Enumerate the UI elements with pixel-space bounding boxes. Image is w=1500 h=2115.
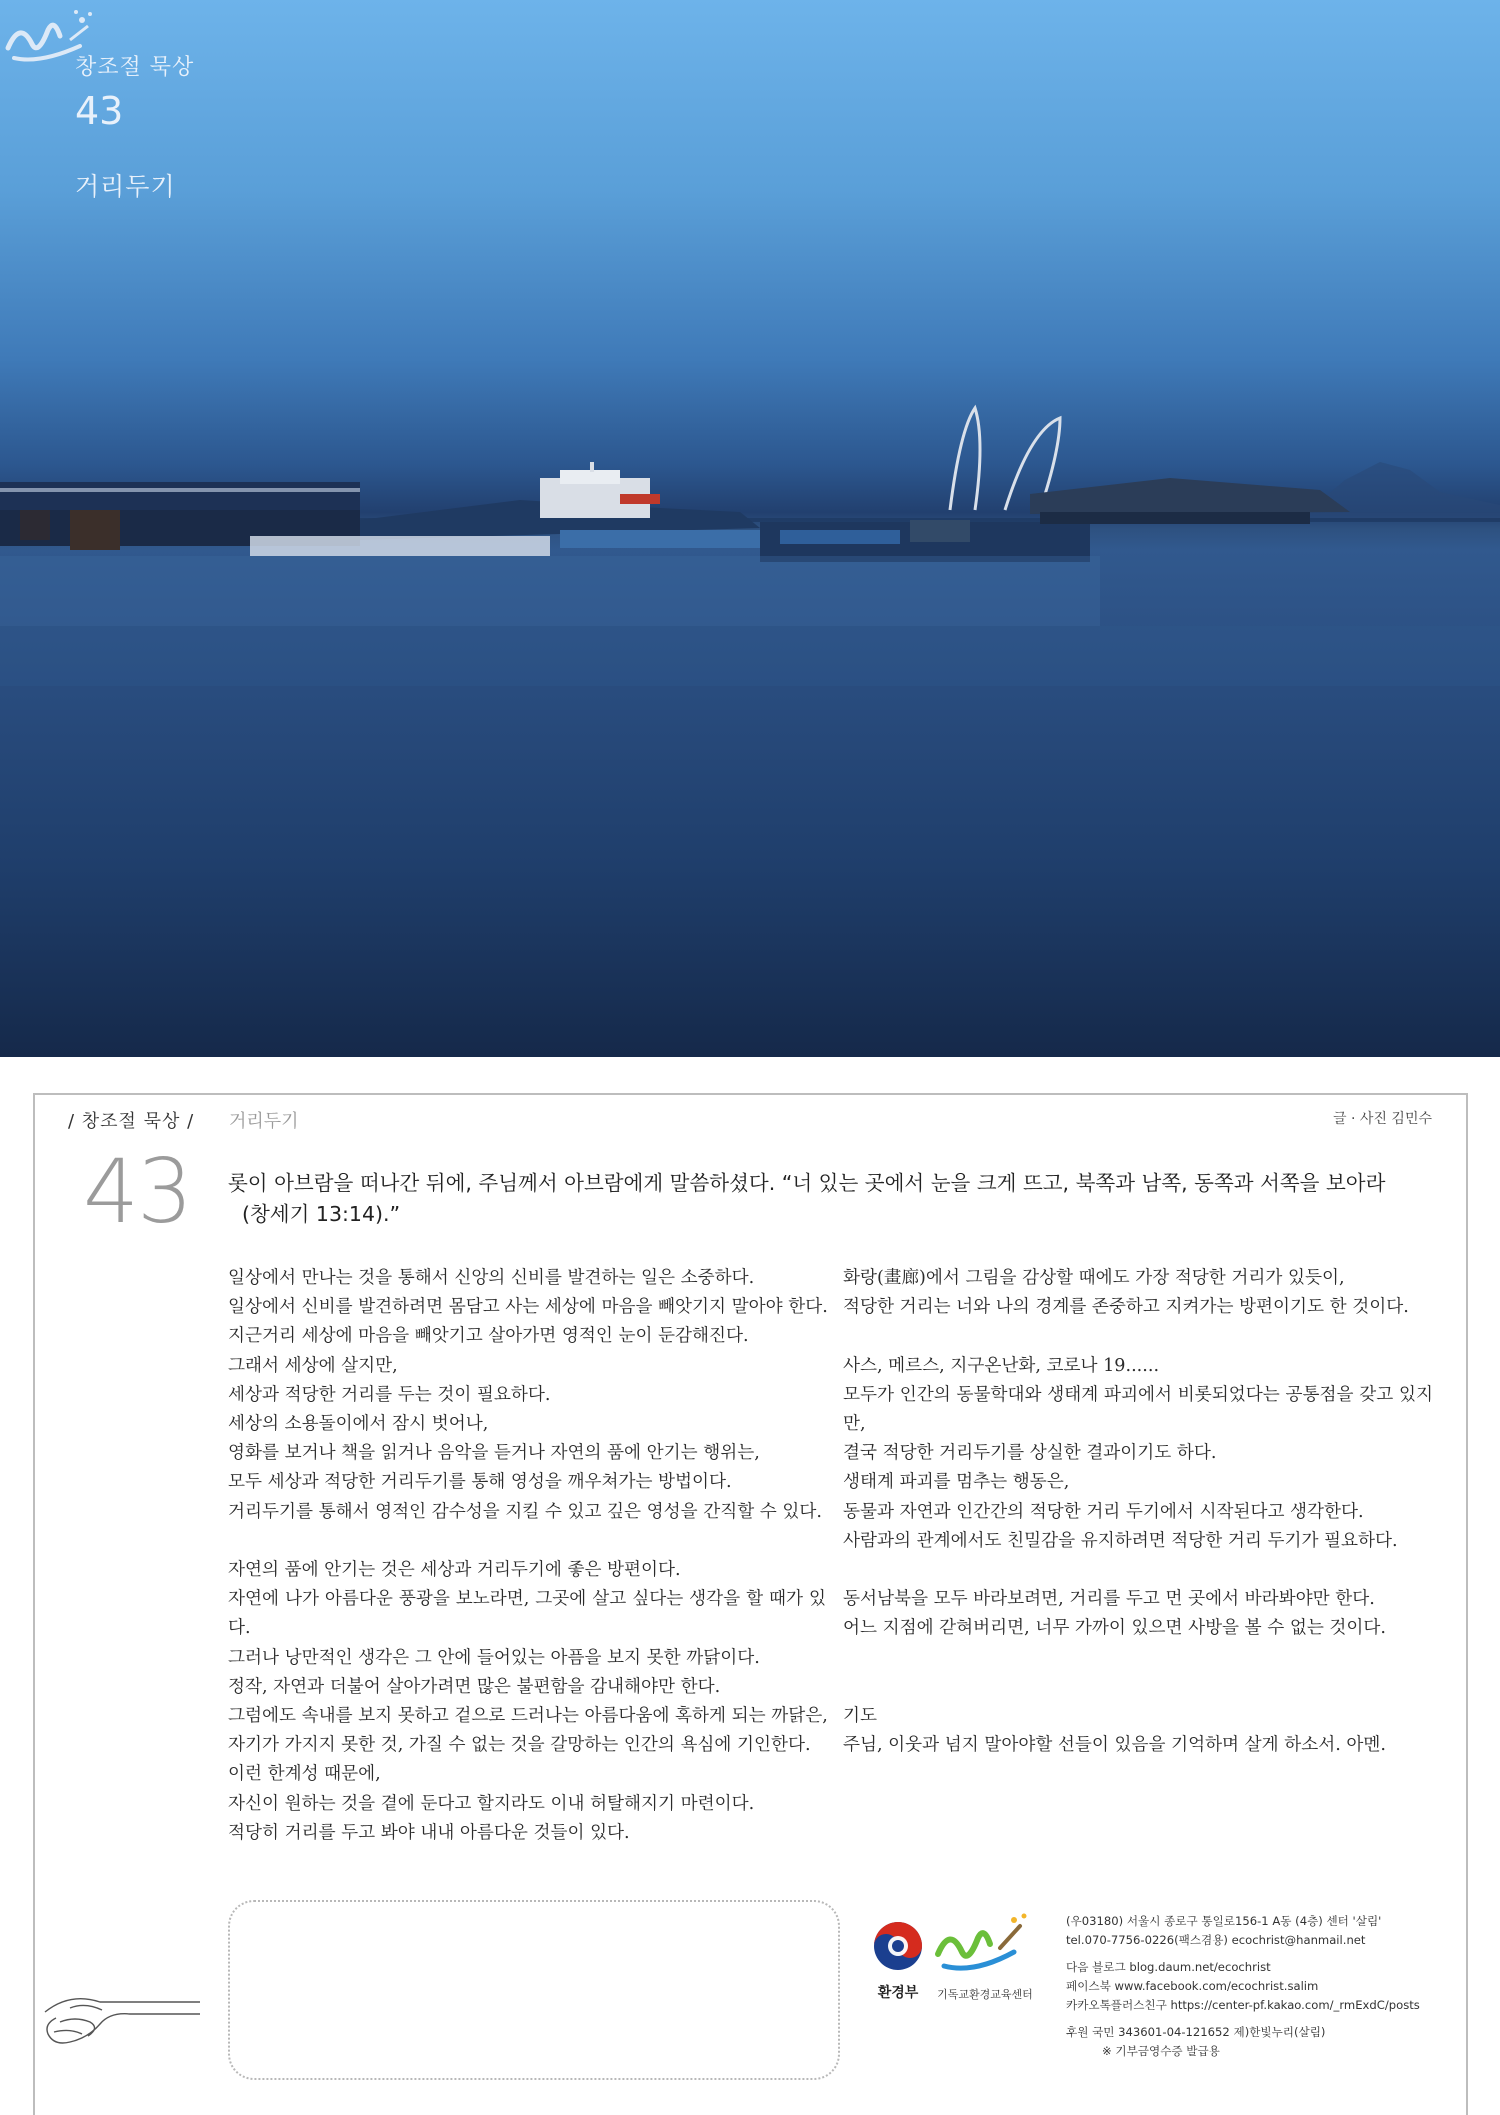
cover-photo xyxy=(0,0,1500,1057)
facebook-link[interactable]: 페이스북 www.facebook.com/ecochrist.salim xyxy=(1066,1979,1319,1993)
center-label: 기독교환경교육센터 xyxy=(937,1988,1033,2001)
hands-illustration-icon xyxy=(40,1972,210,2062)
paragraph-line: 결국 적당한 거리두기를 상실한 결과이기도 하다. xyxy=(843,1443,1217,1464)
paragraph-line: 일상에서 만나는 것을 통해서 신앙의 신비를 발견하는 일은 소중하다. xyxy=(228,1268,755,1288)
prayer-text: 주님, 이웃과 넘지 말아야할 선들이 있음을 기억하며 살게 하소서. 아멘. xyxy=(843,1735,1386,1756)
scripture-text: 롯이 아브람을 떠나간 뒤에, 주님께서 아브람에게 말씀하셨다. “너 있는 곳에서 눈을 크게 뜨고, 북쪽과 남쪽, 동쪽과 서쪽을 보아라 xyxy=(228,1171,1386,1195)
address: (우03180) 서울시 종로구 통일로156-1 A동 (4층) 센터 '살림' xyxy=(1066,1914,1382,1928)
paragraph-line: 세상의 소용돌이에서 잠시 벗어나, xyxy=(228,1414,489,1435)
cover-number: 43 xyxy=(75,89,124,133)
paragraph-line: 자신이 원하는 것을 곁에 둔다고 할지라도 이내 허탈해지기 마련이다. xyxy=(228,1793,755,1814)
header-series: / 창조절 묵상 / xyxy=(68,1111,195,1132)
paragraph-line: 정작, 자연과 더불어 살아가려면 많은 불편함을 감내해야만 한다. xyxy=(228,1676,721,1697)
paragraph-line: 그래서 세상에 살지만, xyxy=(228,1355,398,1376)
paragraph-line: 적당한 거리는 너와 나의 경계를 존중하고 지켜가는 방편이기도 한 것이다. xyxy=(843,1297,1409,1318)
issue-number: 43 xyxy=(83,1140,191,1243)
paragraph-line: 모두 세상과 적당한 거리두기를 통해 영성을 깨우쳐가는 방법이다. xyxy=(228,1472,732,1493)
paragraph-line: 어느 지점에 갇혀버리면, 너무 가까이 있으면 사방을 볼 수 없는 것이다. xyxy=(843,1618,1386,1639)
center-logo-icon xyxy=(930,1908,1040,1980)
salim-logo-icon xyxy=(0,0,110,70)
shed-structure xyxy=(1030,478,1350,514)
pier-left xyxy=(0,482,360,514)
left-column xyxy=(228,1264,826,1848)
scripture-quote xyxy=(228,1168,1388,1230)
prayer-label: 기도 xyxy=(843,1705,877,1726)
paragraph-line: 적당히 거리를 두고 봐야 내내 아름다운 것들이 있다. xyxy=(228,1822,630,1843)
donation-box xyxy=(228,1900,840,2080)
blog-link[interactable]: 다음 블로그 blog.daum.net/ecochrist xyxy=(1066,1960,1271,1974)
paragraph-line: 동물과 자연과 인간간의 적당한 거리 두기에서 시작된다고 생각한다. xyxy=(843,1501,1364,1522)
paragraph-line: 그럼에도 속내를 보지 못하고 겉으로 드러나는 아름다움에 혹하게 되는 까닭은, xyxy=(228,1706,828,1727)
right-column xyxy=(843,1264,1433,1760)
paragraph-line: 그러나 낭만적인 생각은 그 안에 들어있는 아픔을 보지 못한 까닭이다. xyxy=(228,1647,760,1668)
ministry-logo xyxy=(870,1918,926,2002)
water-reflection xyxy=(0,556,1100,626)
paragraph-line: 세상과 적당한 거리를 두는 것이 필요하다. xyxy=(228,1384,551,1405)
cover-series: 창조절 묵상 xyxy=(75,55,195,80)
header-title: 거리두기 xyxy=(229,1111,299,1132)
paragraph-line: 사스, 메르스, 지구온난화, 코로나 19...... xyxy=(843,1355,1160,1376)
paragraph-line: 자연에 나가 아름다운 풍광을 보노라면, 그곳에 살고 싶다는 생각을 할 때가 있다. xyxy=(228,1589,826,1639)
paragraph-line: 자기가 가지지 못한 것, 가질 수 없는 것을 갈망하는 인간의 욕심에 기인한다. xyxy=(228,1735,811,1756)
ministry-label: 환경부 xyxy=(877,1985,919,2001)
harbor-scene xyxy=(0,0,1500,1057)
paragraph-line: 사람과의 관계에서도 친밀감을 유지하려면 적당한 거리 두기가 필요하다. xyxy=(843,1530,1398,1551)
paragraph-line: 거리두기를 통해서 영적인 감수성을 지킬 수 있고 깊은 영성을 간직할 수 있다. xyxy=(228,1501,822,1522)
scripture-reference: (창세기 13:14).” xyxy=(242,1202,401,1226)
paragraph-line: 화랑(畫廊)에서 그림을 감상할 때에도 가장 적당한 거리가 있듯이, xyxy=(843,1268,1345,1288)
center-logo xyxy=(930,1908,1040,2002)
paragraph-line: 이런 한계성 때문에, xyxy=(228,1764,381,1785)
paragraph-line: 영화를 보거나 책을 읽거나 음악을 듣거나 자연의 품에 안기는 행위는, xyxy=(228,1443,760,1464)
paragraph-line: 자연의 품에 안기는 것은 세상과 거리두기에 좋은 방편이다. xyxy=(228,1560,681,1581)
kakao-link[interactable]: 카카오톡플러스친구 https://center-pf.kakao.com/_rmExdC/posts xyxy=(1066,1998,1420,2012)
tel-email: tel.070-7756-0226(팩스겸용) ecochrist@hanmail.net xyxy=(1066,1933,1366,1947)
header-credit: 글 · 사진 김민수 xyxy=(1333,1111,1432,1127)
paragraph-line: 지근거리 세상에 마음을 빼앗기고 살아가면 영적인 눈이 둔감해진다. xyxy=(228,1326,749,1347)
paragraph-line: 일상에서 신비를 발견하려면 몸담고 사는 세상에 마음을 빼앗기지 말아야 한다. xyxy=(228,1297,828,1318)
taegeuk-icon xyxy=(870,1918,926,1974)
cover-caption xyxy=(75,50,194,203)
receipt-note: ※ 기부금영수증 발급용 xyxy=(1102,2044,1220,2058)
arch-frame xyxy=(950,408,980,510)
cover-title: 거리두기 xyxy=(75,172,176,201)
paragraph-line: 동서남북을 모두 바라보려면, 거리를 두고 먼 곳에서 바라봐야만 한다. xyxy=(843,1589,1375,1610)
donation-account: 후원 국민 343601-04-121652 제)한빛누리(살림) xyxy=(1066,2025,1326,2039)
paragraph-line: 모두가 인간의 동물학대와 생태계 파괴에서 비롯되었다는 공통점을 갖고 있지만, xyxy=(843,1384,1433,1434)
contact-info xyxy=(1066,1912,1420,2061)
paragraph-line: 생태계 파괴를 멈추는 행동은, xyxy=(843,1472,1070,1493)
